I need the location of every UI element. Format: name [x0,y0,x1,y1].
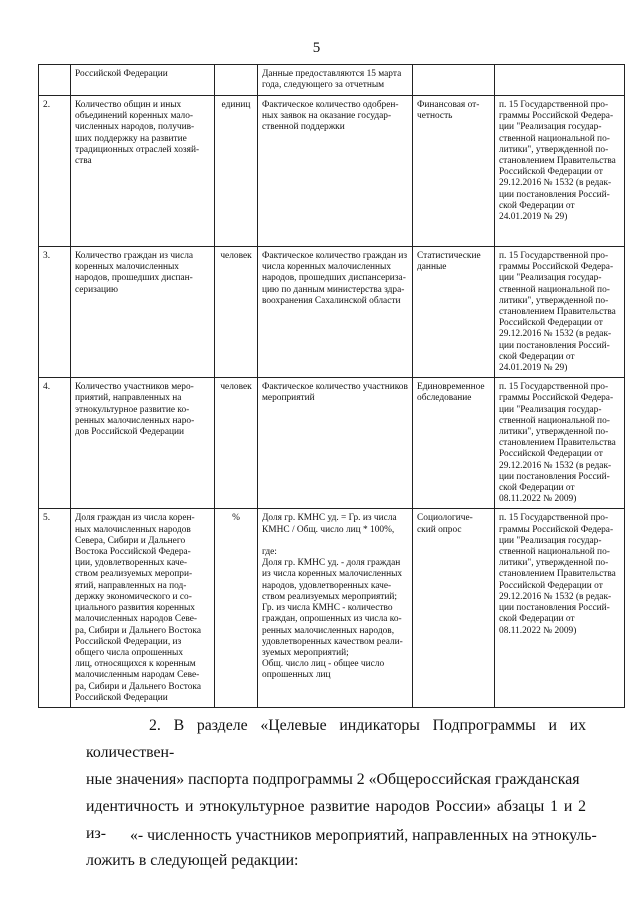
unit-cell: % [215,509,258,707]
basis-cell: п. 15 Государственной про- граммы Российской Федера- ции "Реализация государ- ственной национальной по- литики", утвержденной по- становлением Правительства Российской Федерации от 29.12.2016 № 1532 (в редак- ции постановления Россий- ской Федерации от 24.01.2019 № 29) [495,247,625,378]
table-row [39,378,625,509]
basis-cell: п. 15 Государственной про- граммы Российской Федера- ции "Реализация государ- ственной национальной по- литики", утвержденной по- становлением Правительства Российской Федерации от 29.12.2016 № 1532 (в редак- ции постановления Россий- ской Федерации от 08.11.2022 № 2009) [495,509,625,707]
source-cell: Единовременное обследование [413,378,495,509]
quoted-paragraph: «- численность участников мероприятий, направленных на этнокуль- [130,827,597,844]
method-cell: Фактическое количество граждан из числа коренных малочисленных народов, прошедших диспансериза- цию по данным министерства здра- воохранения Сахалинской области [258,247,413,378]
indicator-name-cell: Доля граждан из числа корен- ных малочисленных народов Севера, Сибири и Дальнего Востока Российской Федера- ции, удовлетворенных каче- ством реализуемых меропри- ятий, направленных на под- держку экономического и со- циального развития коренных малочисленных народов Севе- ра, Сибири и Дальнего Востока Российской Федерации, из общего числа опрошенных лиц, относящихся к коренным малочисленным народам Севе- ра, Сибири и Дальнего Востока Российской Федерации [71,509,215,707]
table-row [39,247,625,378]
row-number-cell: 4. [39,378,71,509]
basis-cell: п. 15 Государственной про- граммы Российской Федера- ции "Реализация государ- ственной национальной по- литики", утвержденной по- становлением Правительства Российской Федерации от 29.12.2016 № 1532 (в редак- ции постановления Россий- ской Федерации от 08.11.2022 № 2009) [495,378,625,509]
amendment-paragraph [86,712,586,874]
paragraph-line: ложить в следующей редакции: [86,852,299,869]
unit-cell [215,65,258,96]
indicator-name-cell: Количество участников меро- приятий, направленных на этнокультурное развитие ко- ренных малочисленных наро- дов Российской Федерации [71,378,215,509]
basis-cell [495,65,625,96]
table-row [39,96,625,247]
row-number-cell: 5. [39,509,71,707]
table-row [39,509,625,707]
indicators-table [38,64,625,708]
source-cell: Статистические данные [413,247,495,378]
page-number: 5 [312,40,321,56]
method-cell: Данные предоставляются 15 марта года, следующего за отчетным [258,65,413,96]
row-number-cell: 2. [39,96,71,247]
unit-cell: человек [215,247,258,378]
indicator-name-cell: Российской Федерации [71,65,215,96]
source-cell [413,65,495,96]
paragraph-line: идентичность и этнокультурное развитие народов России» абзацы 1 и 2 из- [86,798,586,842]
paragraph-line: 2. В разделе «Целевые индикаторы Подпрограммы и их количествен- [86,717,586,761]
paragraph-line: ные значения» паспорта подпрограммы 2 «Общероссийская гражданская [86,771,580,788]
basis-cell: п. 15 Государственной про- граммы Российской Федера- ции "Реализация государ- ственной национальной по- литики", утвержденной по- становлением Правительства Российской Федерации от 29.12.2016 № 1532 (в редак- ции постановления Россий- ской Федерации от 24.01.2019 № 29) [495,96,625,247]
source-cell: Социологиче- ский опрос [413,509,495,707]
row-number-cell: 3. [39,247,71,378]
unit-cell: человек [215,378,258,509]
method-cell: Доля гр. КМНС уд. = Гр. из числа КМНС / Общ. число лиц * 100%, где: Доля гр. КМНС уд. - доля граждан из числа коренных малочисленных народов, удовлетворенных каче- ством реализуемых мероприятий; Гр. из числа КМНС - количество граждан, опрошенных из числа ко- ренных малочисленных народов, удовлетворенных качеством реали- зуемых мероприятий; Общ. число лиц - общее число опрошенных лиц [258,509,413,707]
method-cell: Фактическое количество участников мероприятий [258,378,413,509]
indicator-name-cell: Количество граждан из числа коренных малочисленных народов, прошедших диспан- серизацию [71,247,215,378]
method-cell: Фактическое количество одобрен- ных заявок на оказание государ- ственной поддержки [258,96,413,247]
indicator-name-cell: Количество общин и иных объединений коренных мало- численных народов, получив- ших поддержку на развитие традиционных отраслей хозяй- ства [71,96,215,247]
source-cell: Финансовая от- четность [413,96,495,247]
table-row [39,65,625,96]
row-number-cell [39,65,71,96]
unit-cell: единиц [215,96,258,247]
